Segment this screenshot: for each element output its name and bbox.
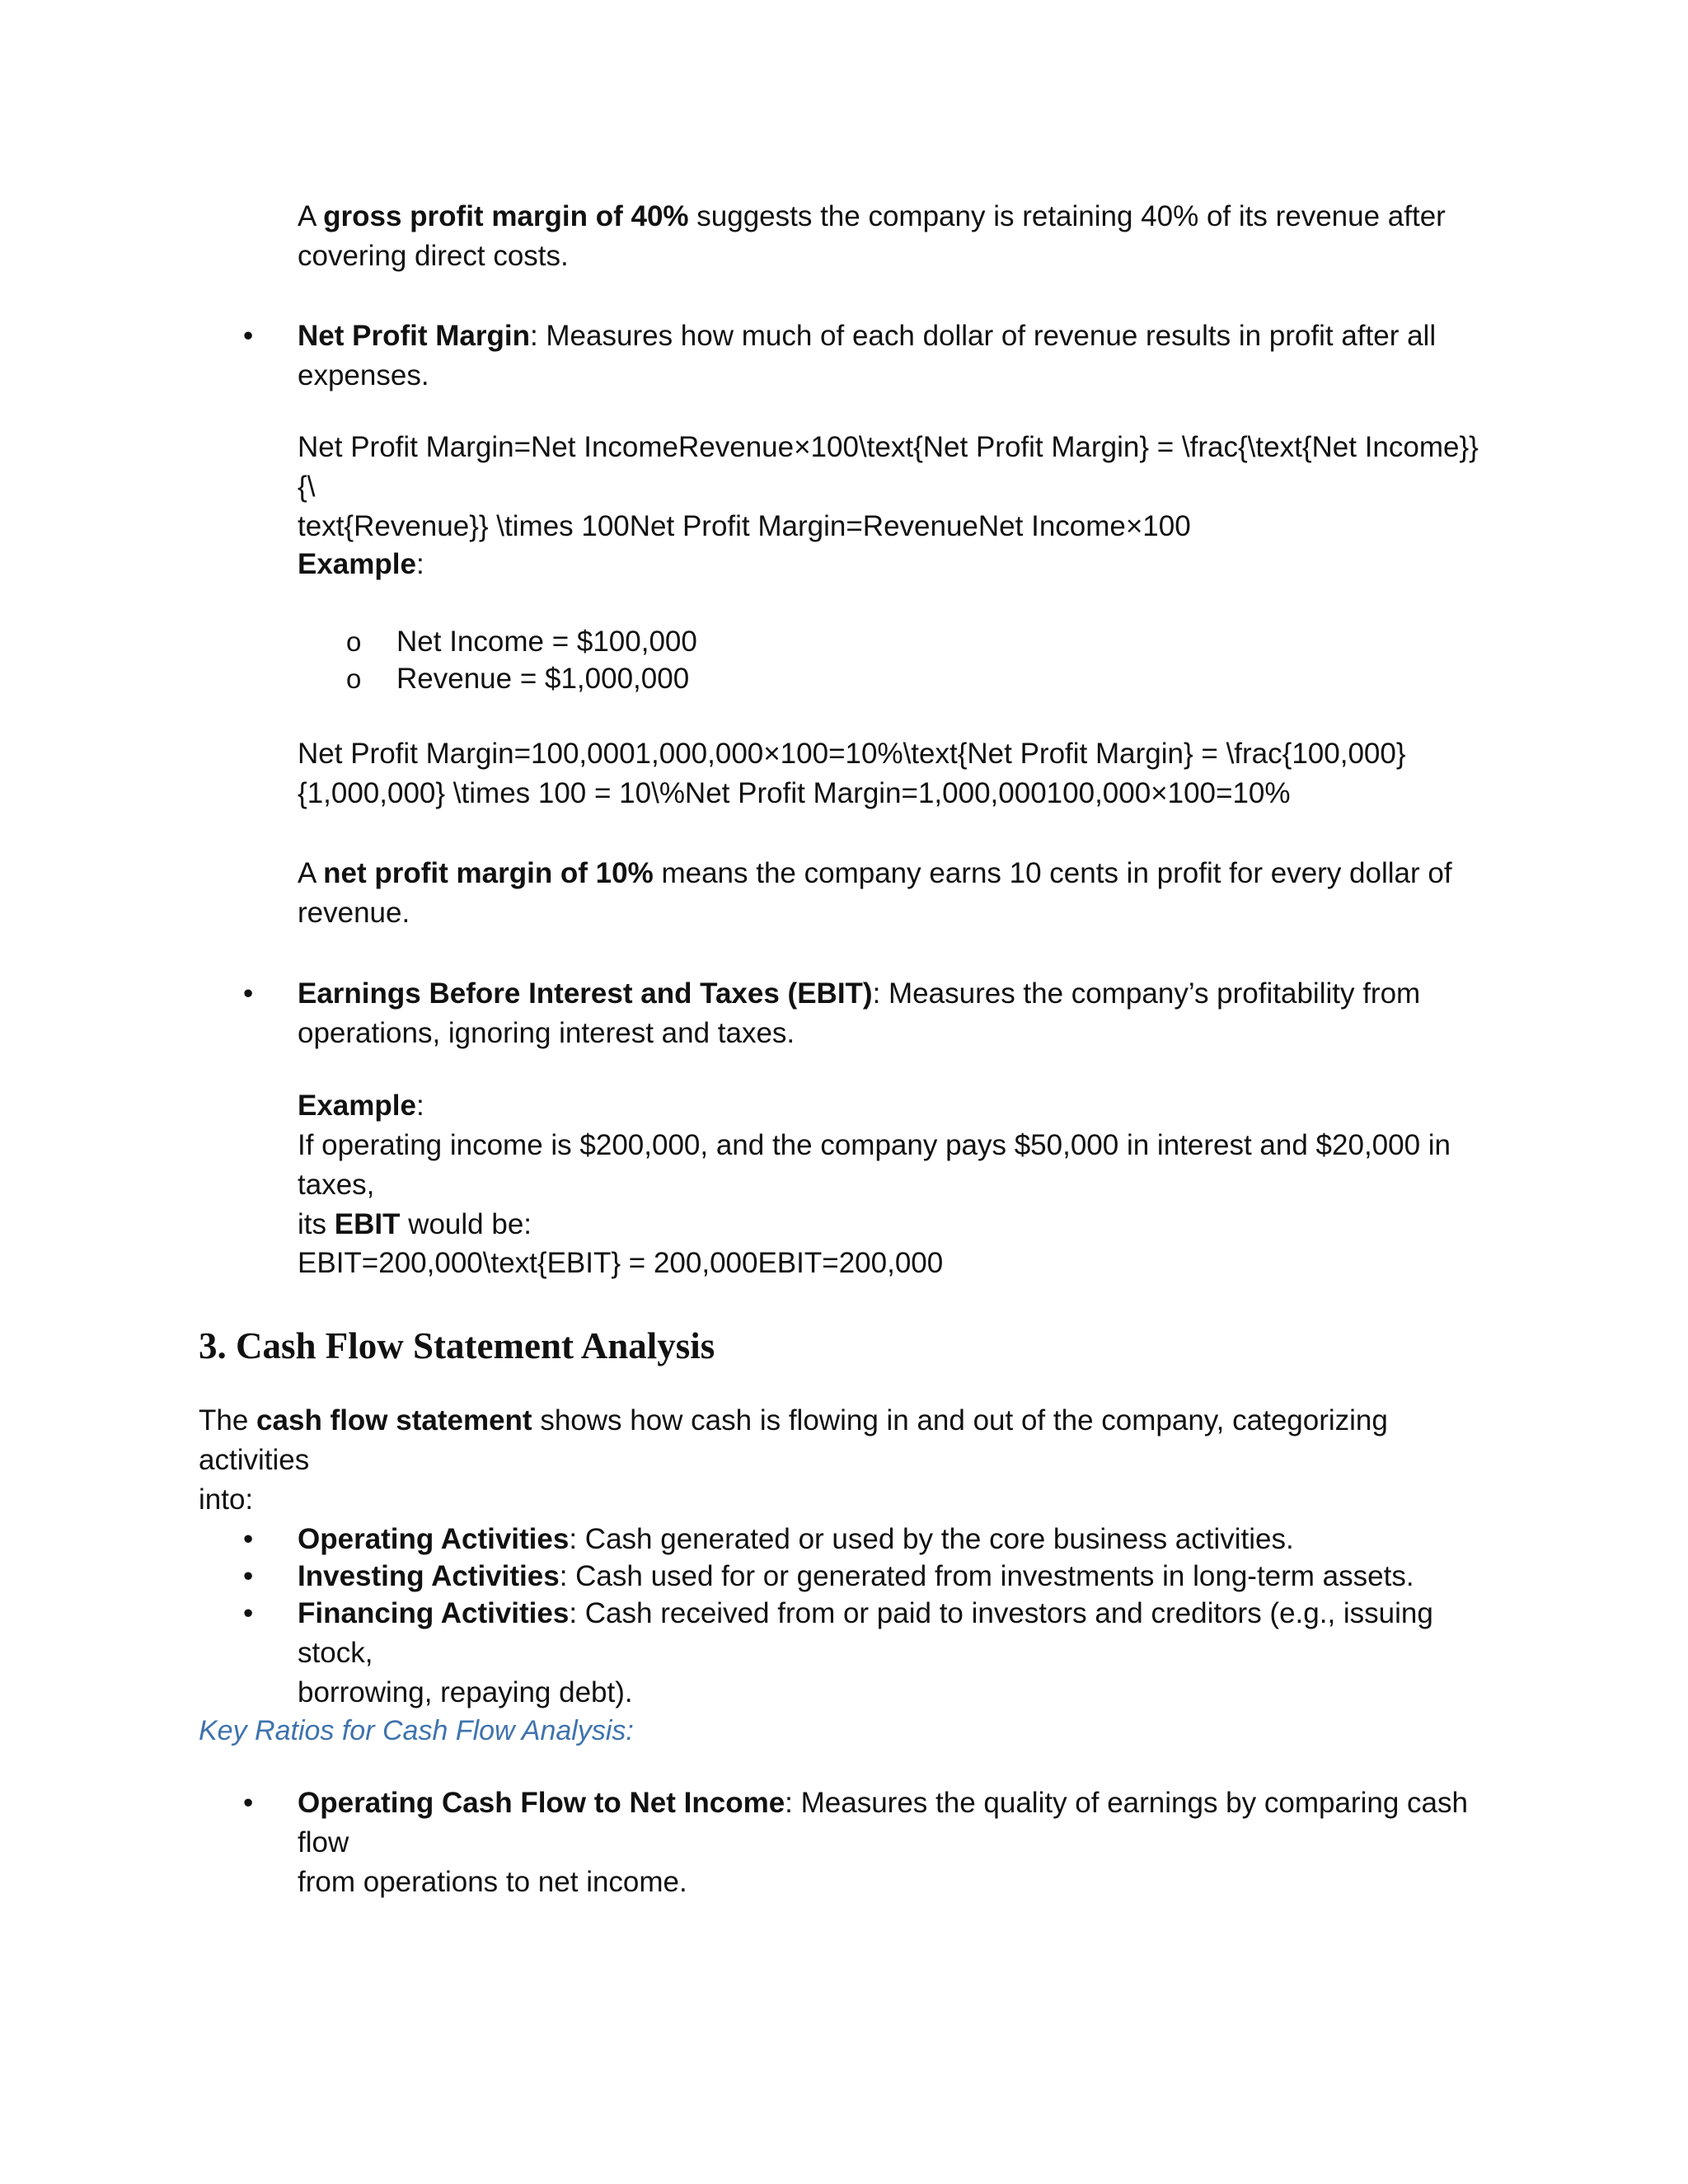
investing-activities-description: : Cash used for or generated from investments in long-term assets.	[559, 1560, 1414, 1592]
ebit-example-colon: :	[415, 1090, 424, 1122]
bullet-icon: •	[243, 977, 254, 1010]
gross-profit-prefix: A	[298, 200, 324, 232]
cash-flow-prefix: The	[199, 1404, 257, 1436]
example-formula-line2: {1,000,000} \times 100 = 10\%Net Profit Margin=1,000,000100,000×100=10%	[298, 777, 1291, 809]
financing-activities-description: : Cash received from or paid to investors and creditors (e.g., issuing stock,	[298, 1597, 1433, 1669]
net-margin-rest: means the company earns 10 cents in profit for every dollar of	[653, 857, 1452, 889]
ebit-term: EBIT	[334, 1208, 401, 1240]
gross-profit-rest: suggests the company is retaining 40% of its revenue after	[688, 200, 1446, 232]
revenue-item: Revenue = $1,000,000	[396, 663, 690, 695]
net-margin-line2: revenue.	[298, 897, 410, 929]
cash-flow-intro-rest: shows how cash is flowing in and out of the company, categorizing activities	[199, 1404, 1388, 1476]
net-profit-formula	[298, 428, 1493, 546]
cash-flow-statement-term: cash flow statement	[256, 1404, 532, 1436]
ebit-label: Earnings Before Interest and Taxes (EBIT)	[298, 977, 873, 1010]
operating-cash-flow-item	[298, 1783, 1493, 1902]
bullet-icon: •	[243, 1597, 254, 1629]
net-profit-margin-item	[298, 316, 1493, 396]
financing-activities-description-line2: borrowing, repaying debt).	[298, 1676, 633, 1708]
ebit-example-line1: If operating income is $200,000, and the company pays $50,000 in interest and $20,000 in taxes,	[298, 1129, 1451, 1201]
net-profit-margin-summary	[298, 854, 1493, 933]
ebit-example-line2-rest: would be:	[400, 1208, 532, 1240]
example-label: Example	[298, 548, 416, 580]
net-margin-highlight: net profit margin of 10%	[323, 857, 654, 889]
ebit-example-line2-prefix: its	[298, 1208, 335, 1240]
net-profit-formula-line1: Net Profit Margin=Net IncomeRevenue×100\text{Net Profit Margin} = \frac{\text{Net Income}}{\	[298, 431, 1479, 503]
operating-activities-description: : Cash generated or used by the core business activities.	[569, 1523, 1294, 1555]
gross-profit-line2: covering direct costs.	[298, 240, 569, 272]
net-profit-example-formula	[298, 734, 1493, 813]
ebit-description-line2: operations, ignoring interest and taxes.	[298, 1017, 795, 1049]
investing-activities-item	[298, 1557, 1493, 1596]
financing-activities-label: Financing Activities	[298, 1597, 570, 1629]
net-profit-description: : Measures how much of each dollar of revenue results in profit after all	[529, 320, 1437, 352]
net-profit-description-line2: expenses.	[298, 359, 429, 391]
section-heading-cash-flow: 3. Cash Flow Statement Analysis	[199, 1325, 715, 1366]
key-ratios-heading: Key Ratios for Cash Flow Analysis:	[199, 1715, 634, 1746]
net-income-item: Net Income = $100,000	[396, 626, 697, 658]
gross-profit-margin-paragraph	[298, 197, 1493, 276]
circle-bullet-icon: o	[346, 626, 362, 657]
bullet-icon: •	[243, 1523, 254, 1555]
financing-activities-item	[298, 1594, 1493, 1713]
bullet-icon: •	[243, 1560, 254, 1592]
operating-activities-item	[298, 1520, 1493, 1559]
operating-cash-flow-label: Operating Cash Flow to Net Income	[298, 1787, 785, 1819]
bullet-icon: •	[243, 1787, 254, 1819]
example-heading	[298, 545, 1493, 584]
example-colon: :	[415, 548, 424, 580]
cash-flow-intro-line2: into:	[199, 1483, 254, 1516]
ebit-example-label: Example	[298, 1090, 416, 1122]
operating-activities-label: Operating Activities	[298, 1523, 570, 1555]
net-profit-label: Net Profit Margin	[298, 320, 530, 352]
operating-cash-flow-description-line2: from operations to net income.	[298, 1866, 687, 1898]
circle-bullet-icon: o	[346, 663, 362, 694]
example-formula-line1: Net Profit Margin=100,0001,000,000×100=10%\text{Net Profit Margin} = \frac{100,000}	[298, 738, 1406, 770]
gross-profit-highlight: gross profit margin of 40%	[323, 200, 689, 232]
net-margin-prefix: A	[298, 857, 324, 889]
cash-flow-intro	[199, 1401, 1493, 1520]
investing-activities-label: Investing Activities	[298, 1560, 560, 1592]
ebit-formula: EBIT=200,000\text{EBIT} = 200,000EBIT=200,000	[298, 1247, 944, 1279]
operating-cash-flow-description: : Measures the quality of earnings by comparing cash flow	[298, 1787, 1468, 1858]
ebit-example	[298, 1086, 1493, 1244]
ebit-item	[298, 974, 1493, 1053]
bullet-icon: •	[243, 320, 254, 352]
net-profit-formula-line2: text{Revenue}} \times 100Net Profit Margin=RevenueNet Income×100	[298, 510, 1191, 542]
ebit-description: : Measures the company’s profitability from	[872, 977, 1421, 1010]
